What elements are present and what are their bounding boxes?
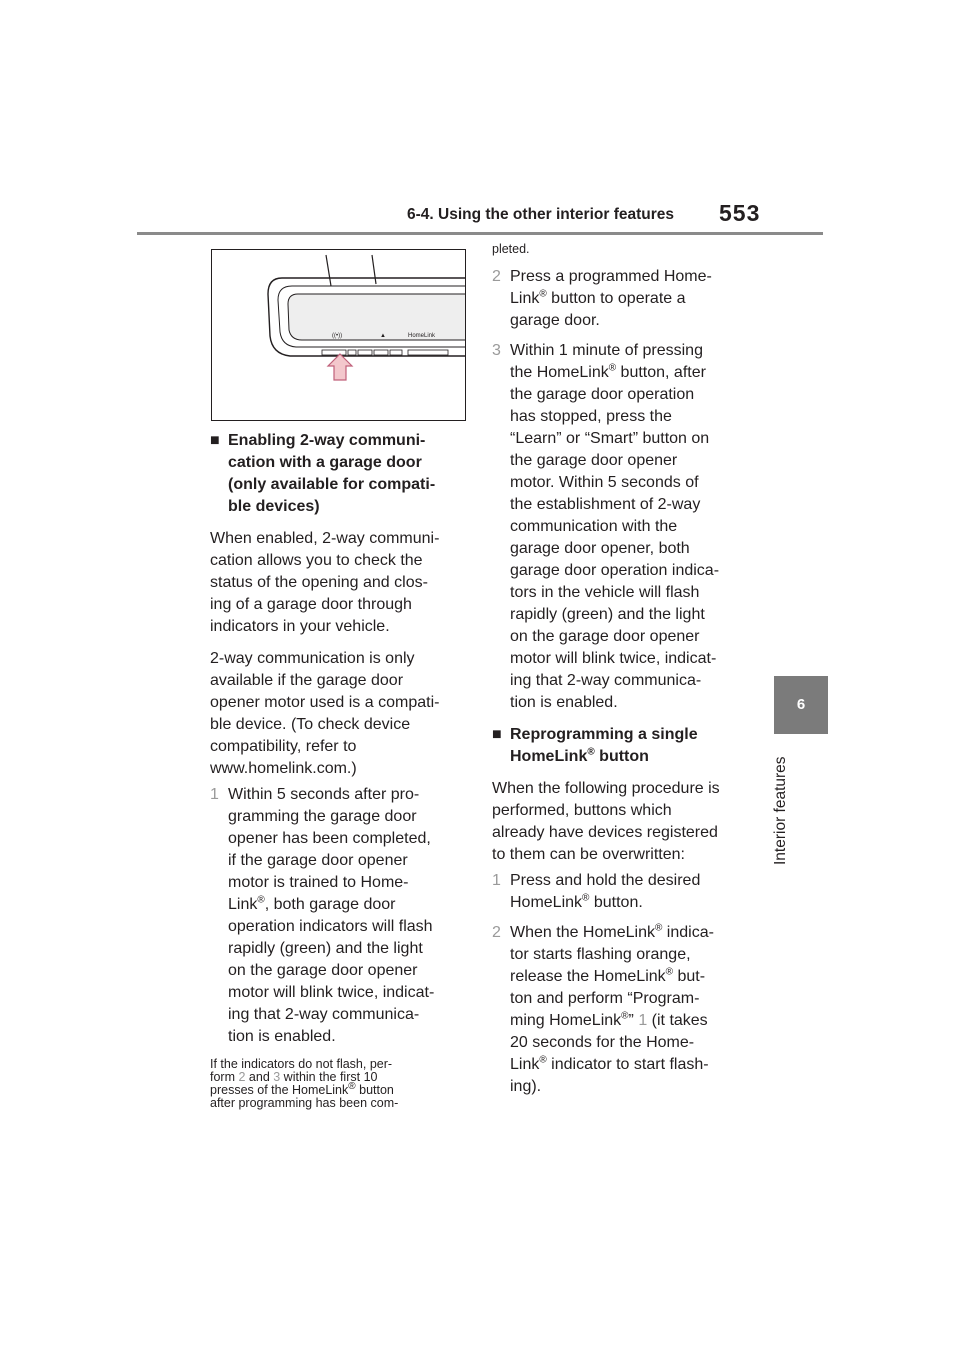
section-heading-reprogram: ■ Reprogramming a single HomeLink® button xyxy=(492,726,698,765)
left-column xyxy=(210,430,470,1110)
garage-icon: ▲ xyxy=(380,333,386,339)
paragraph-enabled: When enabled, 2-way communi- cation allows you to check the status of the opening and clos- ing of a garage door through indicators in your vehicle. xyxy=(210,530,440,635)
note: If the indicators do not flash, per- form 2 and 3 within the first 10 presses of the HomeLink® button after programming has been com- xyxy=(210,1057,399,1110)
section-header: 6-4. Using the other interior features xyxy=(407,206,674,223)
chapter-title: Interior features xyxy=(772,756,789,865)
right-column xyxy=(492,243,754,1098)
step-3: 3 Within 1 minute of pressing the HomeLink® button, after the garage door operation has stopped, press the “Learn” or “Smart” button on the garage door opener motor. Within 5 seconds of the establishment of 2-way communication with the garage door opener, both garage door operation indica- tors in the vehicle will flash rapidly (green) and the light on the garage door opener motor will blink twice, indicat- ing that 2-way communica- tion is enabled. xyxy=(492,342,720,711)
page-number: 553 xyxy=(719,200,761,226)
step-number: 3 xyxy=(492,342,501,359)
step-2: 2 Press a programmed Home- Link® button to operate a garage door. xyxy=(492,268,712,329)
bullet-icon: ■ xyxy=(210,432,220,449)
step-number: 1 xyxy=(210,786,219,803)
step-1: 1 Within 5 seconds after pro- gramming the garage door opener has been completed, if the garage door opener motor is trained to Home- Link®, both garage door operation indicators will flash rapidly (green) and the light on the garage door opener motor will blink twice, indicat- ing that 2-way communica- tion is enabled. xyxy=(210,786,435,1045)
step-number: 2 xyxy=(492,924,501,941)
pointer-arrow-icon xyxy=(328,354,352,380)
reprogram-step-1: 1 Press and hold the desired HomeLink® button. xyxy=(492,872,701,911)
step-number: 2 xyxy=(492,268,501,285)
mirror-drawing xyxy=(212,250,465,420)
section-heading: ■ Enabling 2-way communi- cation with a garage door (only available for compati- ble devices) xyxy=(210,432,436,515)
homelink-button-1 xyxy=(322,350,346,355)
note-continued: pleted. xyxy=(492,242,530,256)
mirror-illustration xyxy=(211,249,466,421)
header-rule xyxy=(137,232,823,235)
bullet-icon: ■ xyxy=(492,726,502,743)
reprogram-step-2: 2 When the HomeLink® indica- tor starts flashing orange, release the HomeLink® but- ton and perform “Program- ming HomeLink®” 1 (it takes 20 seconds for the Home- Link® indicator to start flash- ing). xyxy=(492,922,714,1095)
homelink-logo: HomeLink xyxy=(408,333,436,339)
paragraph-compatibility: 2-way communication is only available if the garage door opener motor used is a compati- ble device. (To check device compatibility, refer to www.homelink.com.) xyxy=(210,650,440,777)
paragraph-reprogram: When the following procedure is performed, buttons which already have devices registered to them can be overwritten: xyxy=(492,780,720,863)
homelink-indicator-icon: ((•)) xyxy=(332,333,343,339)
step-number: 1 xyxy=(492,872,501,889)
chapter-tab: 6 xyxy=(774,676,828,734)
